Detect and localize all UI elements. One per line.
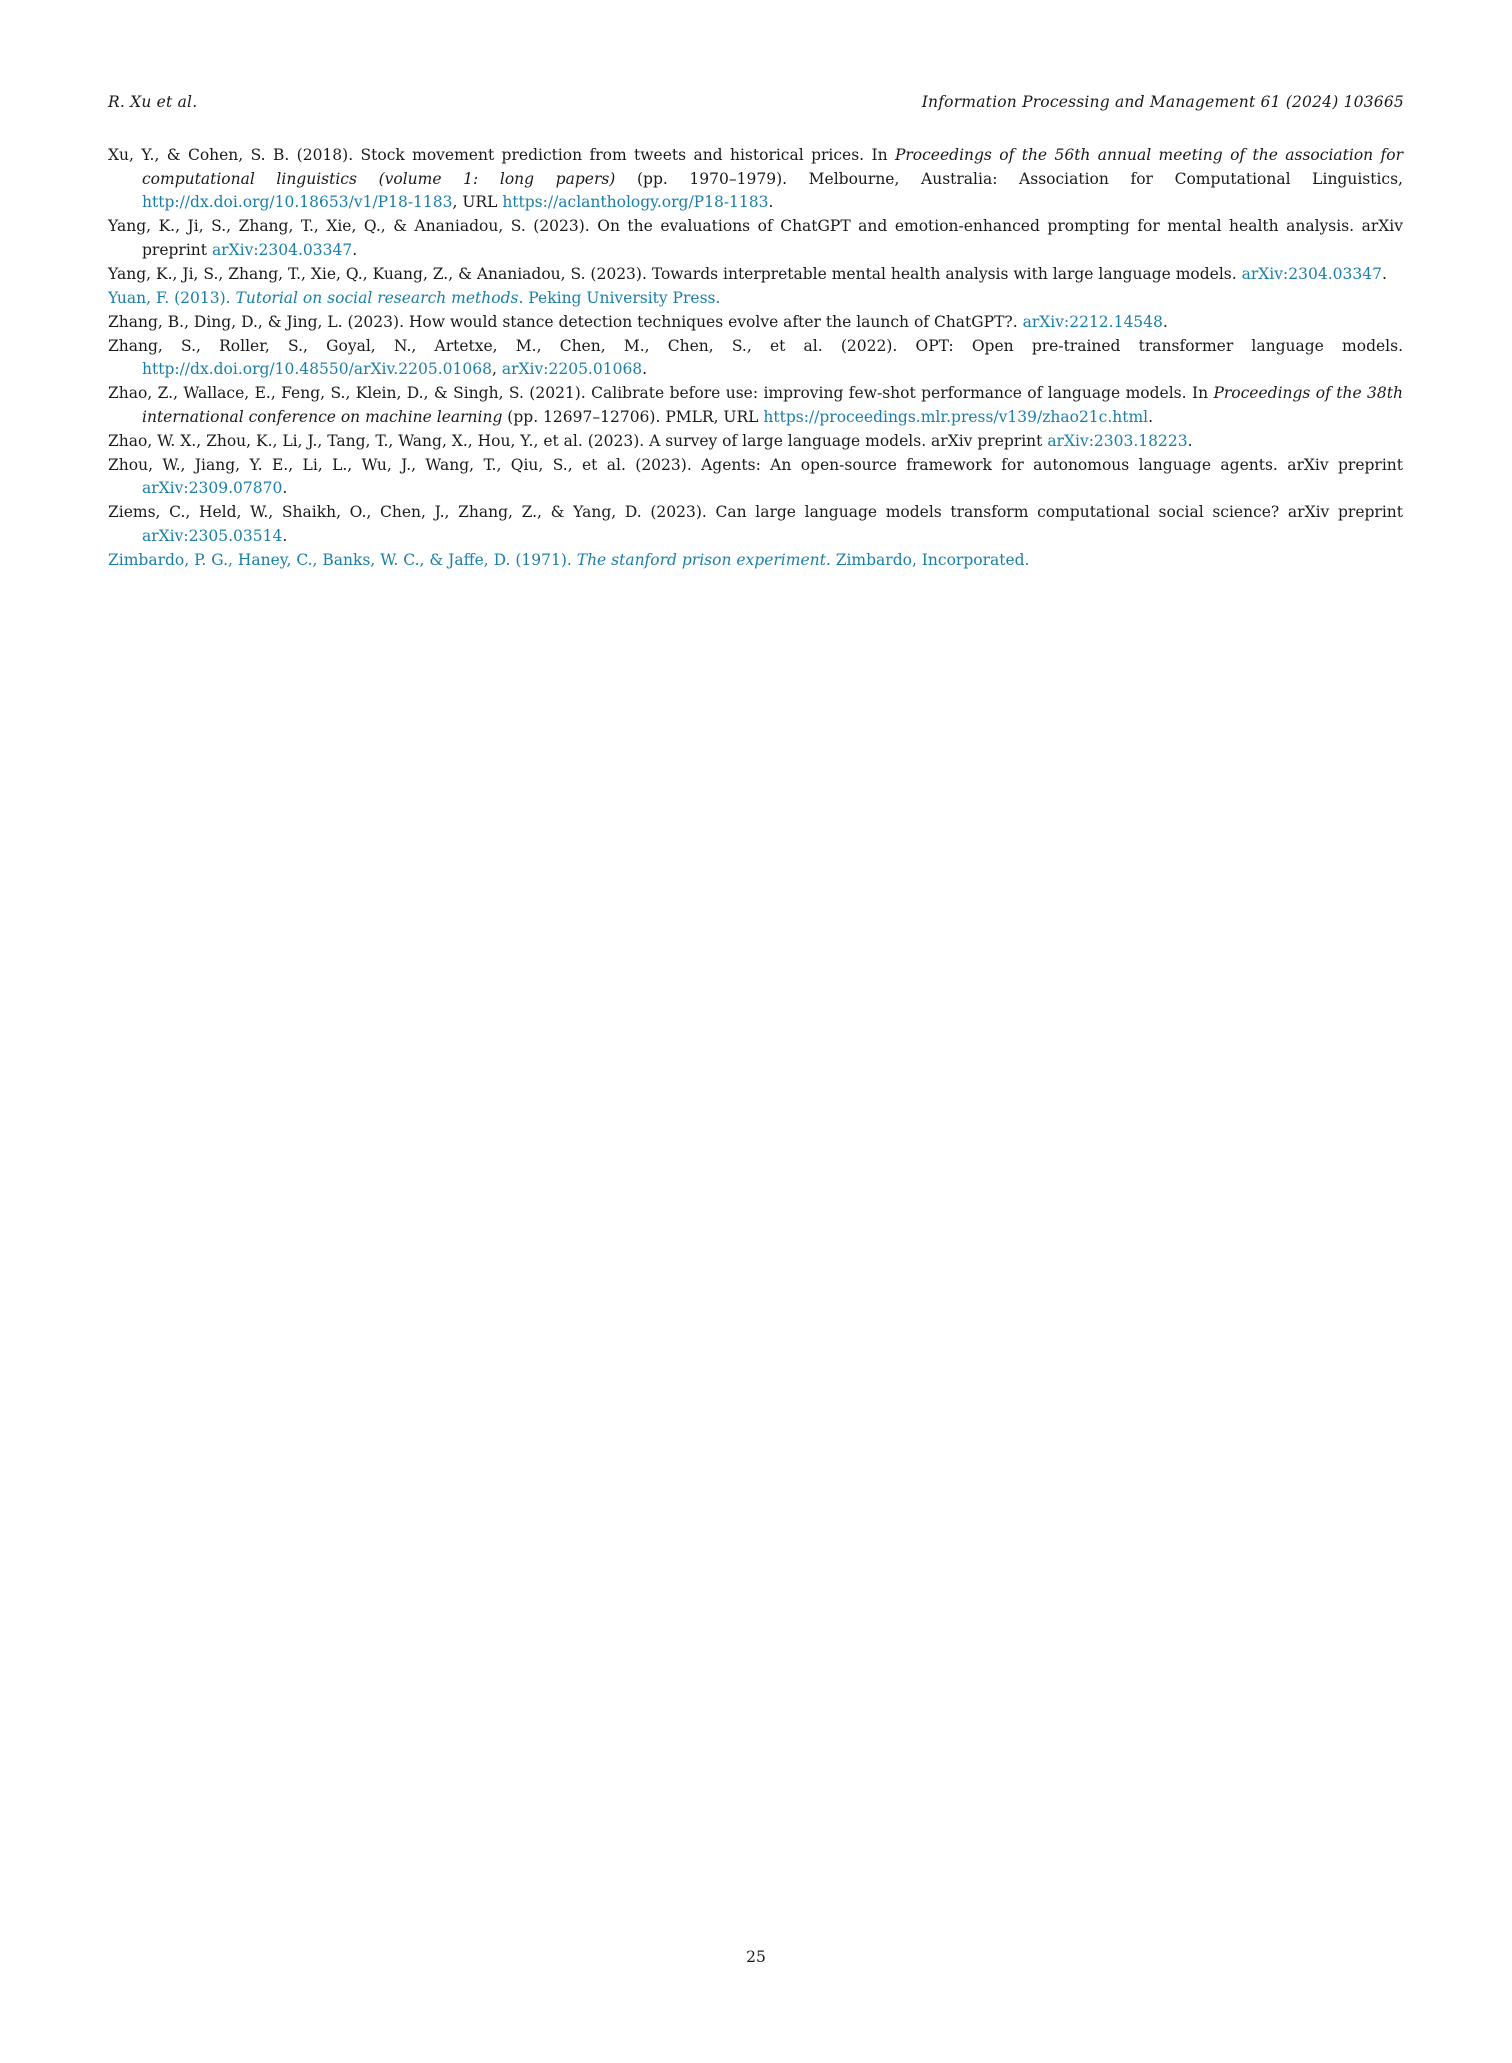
reference-item-yang-2023-eval	[108, 215, 1403, 262]
reference-text: Ziems, C., Held, W., Shaikh, O., Chen, J., Zhang, Z., & Yang, D. (2023). Can large language models transform computational social science? arXiv preprint	[108, 503, 1403, 521]
reference-text: .	[1381, 264, 1387, 283]
reference-text: Zhang, S., Roller, S., Goyal, N., Artetxe, M., Chen, M., Chen, S., et al. (2022). OPT: Open pre-trained transformer language models.	[108, 336, 1403, 355]
reference-text: Zhang, B., Ding, D., & Jing, L. (2023). How would stance detection techniques evolve after the launch of ChatGPT?.	[108, 312, 1023, 331]
reference-text: .	[282, 479, 288, 497]
reference-text: .	[642, 360, 648, 378]
reference-title: Tutorial on social research methods	[235, 288, 519, 307]
reference-text: .	[1148, 407, 1154, 426]
doi-link[interactable]: http://dx.doi.org/10.18653/v1/P18-1183	[142, 193, 453, 211]
reference-title: The stanford prison experiment	[576, 550, 826, 569]
reference-text: .	[1162, 312, 1168, 331]
reference-venue: Proceedings of the 56th annual meeting of the association for computational linguistics (volume 1: long papers)	[142, 146, 1403, 188]
arxiv-link[interactable]: arXiv:2303.18223	[1047, 431, 1188, 450]
reference-text: Yang, K., Ji, S., Zhang, T., Xie, Q., & Ananiadou, S. (2023). On the evaluations of ChatGPT and emotion-enhanced prompting for mental health analysis. arXiv preprint	[108, 217, 1403, 259]
doi-link[interactable]: http://dx.doi.org/10.48550/arXiv.2205.01068	[142, 360, 492, 378]
arxiv-link[interactable]: arXiv:2304.03347	[211, 240, 353, 259]
reference-item-zimbardo-1971[interactable]	[108, 549, 1403, 573]
arxiv-link[interactable]: arXiv:2205.01068	[501, 360, 643, 378]
reference-item-zhao-z-2021	[108, 382, 1403, 429]
reference-item-zhao-w-2023	[108, 430, 1403, 454]
reference-item-ziems-2023	[108, 501, 1403, 548]
url-link[interactable]: https://proceedings.mlr.press/v139/zhao21c.html	[763, 407, 1149, 426]
reference-item-yuan-2013[interactable]	[108, 287, 1403, 311]
reference-text: Yuan, F. (2013).	[108, 288, 236, 307]
reference-text: ,	[492, 360, 502, 378]
running-head-journal: Information Processing and Management 61 (2024) 103665	[921, 93, 1404, 111]
reference-item-yang-2023-interpretable	[108, 263, 1403, 287]
reference-venue: Proceedings of the 38th international conference on machine learning	[142, 384, 1403, 426]
reference-text: .	[352, 240, 358, 259]
reference-item-zhou-2023	[108, 454, 1403, 501]
url-link[interactable]: https://aclanthology.org/P18-1183	[502, 193, 769, 211]
page-number: 25	[746, 1948, 766, 1966]
reference-text: , URL	[452, 193, 503, 211]
reference-text: Zhao, Z., Wallace, E., Feng, S., Klein, D., & Singh, S. (2021). Calibrate before use: improving few-shot performance of language models. In	[108, 384, 1214, 402]
running-head-authors: R. Xu et al.	[108, 93, 198, 111]
reference-text: (pp. 12697–12706). PMLR, URL	[502, 407, 764, 426]
reference-text: . Peking University Press.	[518, 288, 721, 307]
arxiv-link[interactable]: arXiv:2304.03347	[1241, 264, 1382, 283]
reference-text: Zhou, W., Jiang, Y. E., Li, L., Wu, J., Wang, T., Qiu, S., et al. (2023). Agents: An open-source framework for autonomous language agents. arXiv preprint	[108, 455, 1403, 474]
reference-text: .	[1187, 431, 1193, 450]
arxiv-link[interactable]: arXiv:2212.14548	[1022, 312, 1163, 331]
reference-list	[108, 144, 1403, 572]
reference-text: . Zimbardo, Incorporated.	[825, 550, 1030, 569]
reference-item-xu-2018	[108, 144, 1403, 215]
reference-text: Yang, K., Ji, S., Zhang, T., Xie, Q., Kuang, Z., & Ananiadou, S. (2023). Towards interpretable mental health analysis with large language models.	[108, 264, 1242, 283]
reference-text: Zimbardo, P. G., Haney, C., Banks, W. C., & Jaffe, D. (1971).	[108, 550, 577, 569]
reference-text: .	[282, 526, 288, 545]
reference-text: Zhao, W. X., Zhou, K., Li, J., Tang, T., Wang, X., Hou, Y., et al. (2023). A survey of large language models. arXiv preprint	[108, 431, 1048, 450]
arxiv-link[interactable]: arXiv:2309.07870	[142, 479, 283, 497]
running-head	[108, 93, 1404, 115]
reference-item-zhang-s-2022	[108, 335, 1403, 382]
reference-text: (pp. 1970–1979). Melbourne, Australia: Association for Computational Linguistics,	[615, 169, 1403, 188]
arxiv-link[interactable]: arXiv:2305.03514	[142, 526, 283, 545]
reference-text: .	[768, 193, 774, 211]
reference-item-zhang-b-2023	[108, 311, 1403, 335]
reference-text: Xu, Y., & Cohen, S. B. (2018). Stock movement prediction from tweets and historical prices. In	[108, 146, 895, 164]
